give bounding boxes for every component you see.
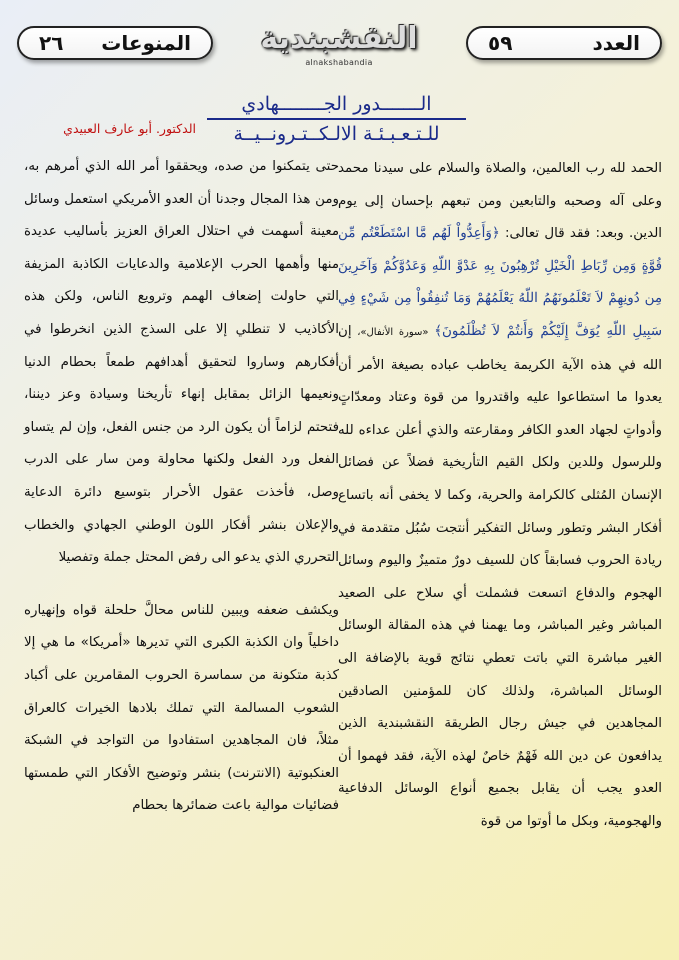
paragraph	[338, 153, 662, 838]
body-text: إن الله في هذه الآية الكريمة يخاطب عباده بصيغة الأمر أن يعدوا ما استطاعوا عليه واقتدروا من قوة وعتاد ومعدّاتٍ وأدواتٍ لجهاد العدو الكافر ومقارعته والذي أعلن عداءه لله وللرسول وللدين ولكل القيم التأريخية فضلاً عن فضائل الإنسان المُثلى كالكرامة والحرية، وكما لا يخفى أنه باتساع أفكار البشر وتطور وسائل التفكير أنتجت سُبُل متقدمة في ريادة الحروب فسابقاً كان للسيف دورٌ متميزٌ واليوم وسائل الهجوم والدفاع اتسعت فشملت أي سلاح على الصعيد المباشر وغير المباشر، وما يهمنا في هذه المقالة الوسائل الغير مباشرة التي باتت تعطي نتائج قوية بالإضافة الى الوسائل المباشرة، ولذلك كان للمؤمنين الصادقين المجاهدين في جيش رجال الطريقة النقشبندية الذين يدافعون عن دين الله فَهْمٌ خاصٌ لهذه الآية، فقد فهموا أن العدو يجب أن يقابل بجميع أنواع الوسائل الدفاعية والهجومية، وبكل ما أوتوا من قوة	[338, 323, 662, 829]
section-badge	[17, 26, 213, 60]
paragraph-gap	[24, 575, 339, 595]
issue-number: ٥٩	[488, 31, 513, 55]
logo-url: alnakshabandia	[305, 58, 373, 67]
quran-verse: ﴿وَأَعِدُّواْ لَهُم مَّا اسْتَطَعْتُم مِّن قُوَّةٍ وَمِن رِّبَاطِ الْخَيْلِ تُرْهِبُونَ بِهِ عَدْوَّ اللّهِ وَعَدُوَّكُمْ وَآخَرِينَ مِن دُونِهِمْ لاَ تَعْلَمُونَهُمُ اللّهُ يَعْلَمُهُمْ وَمَا تُنفِقُواْ مِن شَيْءٍ فِي سَبِيلِ اللّهِ يُوَفَّ إِلَيْكُمْ وَأَنتُمْ لاَ تُظْلَمُونَ﴾	[338, 226, 662, 339]
section-title: المنوعات	[101, 31, 191, 55]
page-number: ٢٦	[39, 31, 64, 55]
issue-label: العدد	[592, 31, 640, 55]
paragraph: حتى يتمكنوا من صده، ويحققوا أمر الله الذي أمرهم به، ومن هذا المجال وجدنا أن العدو الأمريكي استعمل وسائل معينة أسهمت في احتلال العراق العزيز بأساليب عديدة منها وأهمها الحرب الإعلامية والدعايات الكاذبة المزيفة التي حاولت إضعاف الهمم وترويع الناس، ولكن هذه الأكاذيب لا تنطلي إلا على السذج الذين انخرطوا في أفكارهم وساروا لتحقيق أهدافهم طمعاً بحطام الدنيا ونعيمها الزائل بمقابل إنهاء تأريخنا وسيادة وعز ديننا، فتحتم لزاماً أن يكون الرد من جنس الفعل، وإن لم يتساو الفعل ورد الفعل ولكنها محاولة ومن سار على الدرب وصل، فأخذت عقول الأحرار بتوسيع دائرة الدعاية والإعلان بنشر أفكار اللون الوطني الجهادي والخطاب التحرري الذي يدعو الى رفض المحتل جملة وتفصيلا	[24, 159, 339, 566]
logo-text: النقشبندية	[260, 21, 418, 56]
sura-reference: «سورة الأنفال»،	[351, 326, 435, 338]
magazine-logo	[244, 18, 434, 74]
title-line-2: للـتـعـبـئـة الالـكــتـرونــيــة	[233, 123, 440, 145]
paragraph: ويكشف ضعفه ويبين للناس محالَّ حلحلة قواه وإنهياره داخلياً وان الكذبة الكبرى التي تديرها «أمريكا» ما هي إلا كذبة متكونة من سماسرة الحروب المقامرين على أكباد الشعوب المسالمة التي تملك بلادها الخيرات كالعراق مثلاً، فان المجاهدين استفادوا من التواجد في الشبكة العنكبوتية (الانترنت) بنشر وتوضيح الأفكار التي طمستها فضائيات موالية باعت ضمائرها بحطام	[24, 602, 339, 814]
article-title	[199, 90, 474, 148]
article-column-left	[24, 151, 339, 823]
issue-badge	[466, 26, 662, 60]
title-line-1: الـــــــدور الجــــــــهادي	[241, 93, 432, 115]
article-column-right	[338, 153, 662, 838]
author-byline: الدكتور. أبو عارف العبيدي	[63, 121, 196, 136]
intro-text: الحمد لله رب العالمين، والصلاة والسلام على سيدنا محمد وعلى آله وصحبه والتابعين ومن تبعهم بإحسان إلى يوم الدين. وبعد: فقد قال تعالى:	[338, 161, 662, 242]
